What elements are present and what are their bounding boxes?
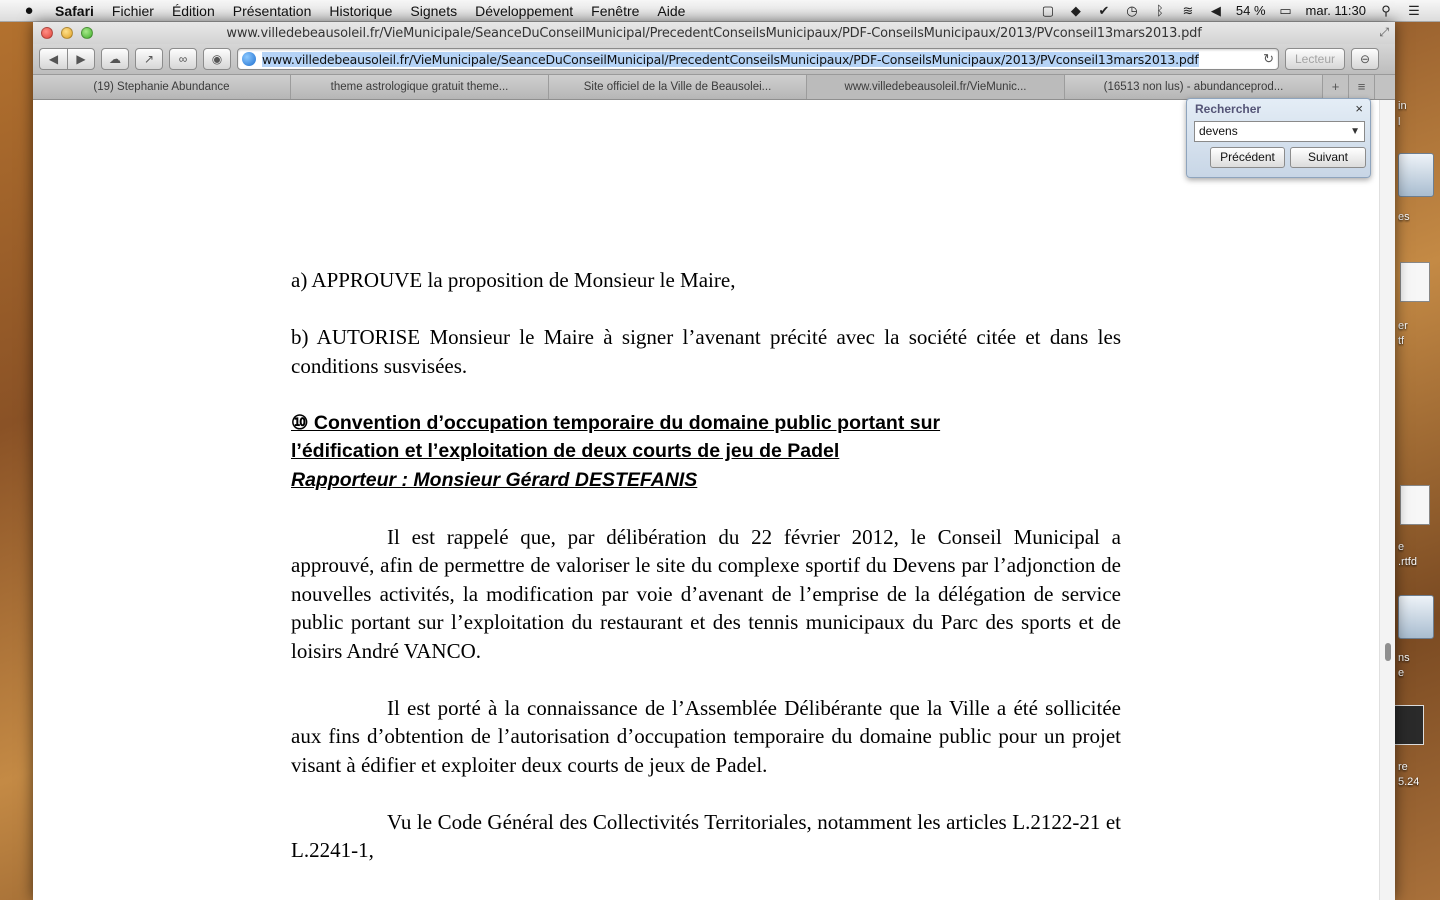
spotlight-search-icon[interactable]: ⚲ [1381,2,1391,18]
desktop-label: e [1398,667,1405,679]
fullscreen-icon[interactable]: ⤢ [1379,25,1389,39]
apple-menu-icon[interactable]: ● [24,2,34,19]
reading-list-button[interactable]: ∞ [169,48,197,70]
bluetooth-icon[interactable]: ᛒ [1155,3,1164,18]
desktop-label: .rtfd [1398,556,1417,568]
window-square-icon[interactable]: ▢ [1041,2,1055,18]
desktop-label: re [1398,761,1408,773]
clock[interactable]: mar. 11:30 [1305,3,1366,18]
battery-percent[interactable]: 54 % [1235,3,1266,18]
url-text[interactable]: www.villedebeausoleil.fr/VieMunicipale/SeanceDuConseilMunicipal/PrecedentConseilsMunicipaux/PDF-ConseilsMunicipaux/2013/PVconseil13mars2013.pdf [262,51,1199,67]
tab-bar [33,74,1395,100]
new-tab-icon[interactable]: + [1323,75,1349,99]
find-input[interactable] [1194,121,1365,142]
status-area [1034,0,1440,22]
volume-icon[interactable]: ◀ [1210,2,1221,18]
tab-site-officiel[interactable]: Site officiel de la Ville de Beausolei... [549,75,807,99]
downloads-button[interactable]: ⊖ [1351,48,1379,70]
tab-overview-icon[interactable]: ≡ [1349,75,1375,99]
next-match-button[interactable]: Suivant [1290,147,1366,168]
reader-button[interactable]: Lecteur [1285,48,1345,70]
desktop-label: er [1398,320,1408,332]
menu-fichier[interactable]: Fichier [111,2,154,19]
find-query-text: devens [1199,124,1238,138]
menu-presentation[interactable]: Présentation [232,2,312,19]
close-window-button[interactable] [41,27,53,39]
share-button[interactable]: ↗ [135,48,163,70]
section-heading-line1: ⑩ Convention d’occupation temporaire du domaine public portant sur [291,411,941,434]
tab-stephanie-abundance[interactable]: (19) Stephanie Abundance [33,75,291,99]
checkmark-badge-icon[interactable]: ✔ [1098,2,1110,18]
tab-current-pdf[interactable]: www.villedebeausoleil.fr/VieMunic... [807,75,1065,99]
toolbar [33,44,1395,74]
dropbox-icon[interactable]: ◆ [1070,2,1081,18]
window-controls [41,27,101,39]
paragraph-rappel: Il est rappelé que, par délibération du 22 février 2012, le Conseil Municipal a approuvé, afin de permettre de valoriser le site du complexe sportif du Devens par l’adjonction de nouvelles activités, la modification par voie d’avenant de l’emprise de la délégation de service public portant sur l’exploitation du restaurant et des tennis municipaux du Parc des sports et de loisirs André VANCO. [291,524,1121,663]
wifi-icon[interactable]: ≋ [1182,2,1194,18]
paragraph-code-general: Vu le Code Général des Collectivités Territoriales, notamment les articles L.2122-21 et L.2241-1, [291,809,1121,862]
paragraph-connaissance: Il est porté à la connaissance de l’Assemblée Délibérante que la Ville a été sollicitée aux fins d’obtention de l’autorisation d’occupation temporaire du domaine public pour un projet visant à édifier et exploiter deux courts de jeux de Padel. [291,695,1121,777]
title-bar [33,22,1395,44]
menu-edition[interactable]: Édition [171,2,215,19]
menu-developpement[interactable]: Développement [475,2,574,19]
tab-theme-astrologique[interactable]: theme astrologique gratuit theme... [291,75,549,99]
find-panel [1186,98,1371,178]
menu-historique[interactable]: Historique [329,2,393,19]
paragraph-approuve: a) APPROUVE la proposition de Monsieur le Maire, [291,268,736,292]
desktop-label: 5.24 [1398,776,1420,788]
desktop-folder-icon[interactable] [1398,153,1434,197]
menu-aide[interactable]: Aide [657,2,686,19]
paragraph-autorise: b) AUTORISE Monsieur le Maire à signer l’avenant précité avec la société citée et dans les conditions susvisées. [291,325,1121,378]
time-machine-icon[interactable]: ◷ [1126,2,1138,18]
menu-fenetre[interactable]: Fenêtre [591,2,640,19]
desktop-label: l [1398,116,1401,128]
desktop-document-icon[interactable] [1400,262,1430,302]
tab-mail[interactable]: (16513 non lus) - abundanceprod... [1065,75,1323,99]
globe-icon [242,52,256,66]
notification-list-icon[interactable]: ☰ [1408,2,1420,18]
menu-app-safari[interactable]: Safari [55,2,94,19]
back-button[interactable]: ◀ [39,48,67,70]
minimize-window-button[interactable] [61,27,73,39]
close-icon[interactable]: × [1355,101,1363,116]
battery-icon[interactable]: ▭ [1279,2,1292,18]
find-panel-title: Rechercher [1195,102,1262,116]
address-bar[interactable] [237,48,1279,70]
desktop-label: ns [1398,652,1410,664]
reload-icon[interactable]: ↻ [1263,51,1274,66]
desktop-folder-icon[interactable] [1398,595,1434,639]
dropdown-arrow-icon[interactable]: ▼ [1350,126,1360,137]
icloud-tabs-button[interactable]: ☁ [101,48,129,70]
desktop-label: in [1398,100,1407,112]
previous-match-button[interactable]: Précédent [1210,147,1285,168]
section-heading-line2: l’édification et l’exploitation de deux courts de jeu de Padel [291,440,840,462]
rapporteur-line: Rapporteur : Monsieur Gérard DESTEFANIS [291,468,698,491]
vertical-scrollbar[interactable] [1379,100,1395,900]
forward-button[interactable]: ▶ [67,48,95,70]
window-title: www.villedebeausoleil.fr/VieMunicipale/SeanceDuConseilMunicipal/PrecedentConseilsMunicipaux/PDF-ConseilsMunicipaux/2013/PVconseil13mars2013.pdf [226,25,1202,41]
menu-bar [0,0,1440,22]
scrollbar-thumb[interactable] [1385,643,1391,661]
menu-signets[interactable]: Signets [410,2,458,19]
desktop-label: tf [1398,335,1405,347]
pdf-viewer[interactable] [33,100,1395,900]
desktop-label: e [1398,541,1405,553]
zoom-window-button[interactable] [81,27,93,39]
desktop-document-icon[interactable] [1400,485,1430,525]
desktop-image-icon[interactable] [1394,705,1424,745]
desktop-label: es [1398,211,1410,223]
pdf-document [291,266,1121,893]
history-navigation [39,48,95,70]
extension-button[interactable]: ◉ [203,48,231,70]
